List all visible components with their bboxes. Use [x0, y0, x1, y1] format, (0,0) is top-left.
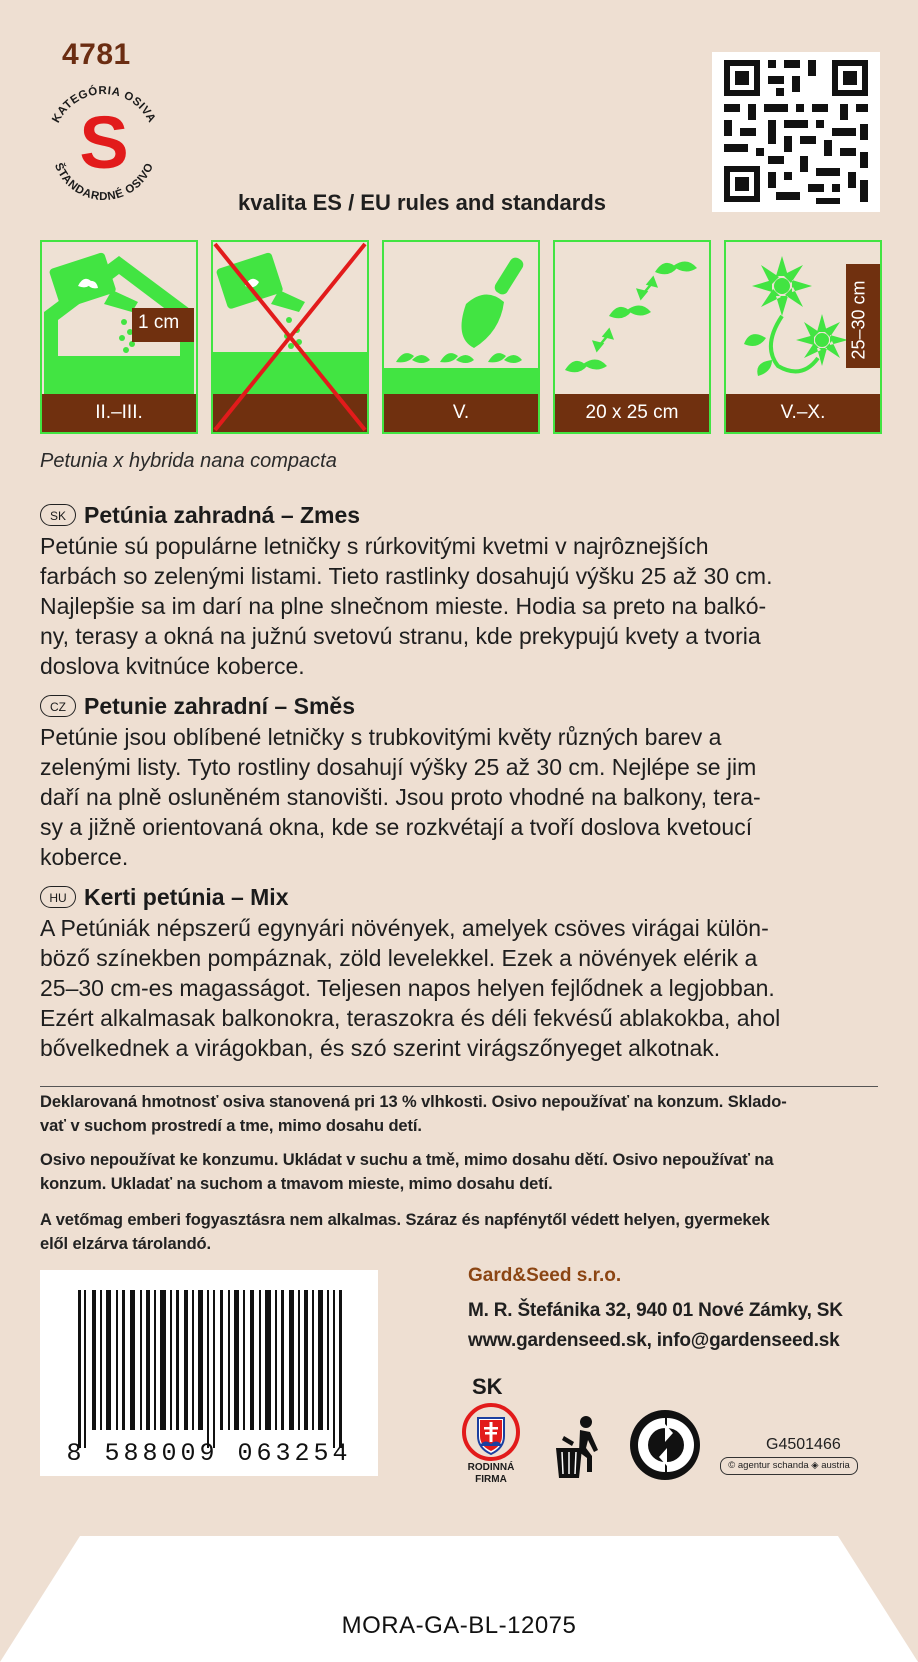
section-title-cz: CZ Petunie zahradní – Směs [40, 693, 355, 720]
language-badge: CZ [40, 695, 76, 717]
company-name: Gard&Seed s.r.o. [468, 1265, 622, 1286]
description-hu: A Petúniák népszerű egynyári növények, amelyek csöves virágai külön- böző színekben pompáznak, zöld levelekkel. Ezek a növények elérik a 25–30 cm-es magasságot. Teljesen napos helyen fejlődnek a legjobban. Ezért alkalmasak balkonokra, teraszokra és déli fekvésű ablakokba, ahol bővelkednek a virágokban, és szó szerint virágszőnyeget alkotnak. [40, 915, 781, 1061]
language-badge: HU [40, 886, 76, 908]
latin-name: Petunia x hybrida nana compacta [40, 450, 337, 472]
storage-note-hu: A vetőmag emberi fogyasztásra nem alkalmas. Száraz és napfénytől védett helyen, gyermekek elől elzárva tárolandó. [40, 1211, 770, 1253]
quality-standard-text: kvalita ES / EU rules and standards [238, 190, 607, 215]
language-badge: SK [40, 504, 76, 526]
plant-spacing-icon [555, 242, 709, 398]
pictogram-label: 20 x 25 cm [555, 394, 709, 432]
svg-text:KATEGÓRIA OSIVA: KATEGÓRIA OSIVA [50, 84, 158, 126]
qr-code[interactable] [712, 52, 880, 212]
bottom-flap [0, 1532, 918, 1662]
country-label: SK [472, 1374, 503, 1399]
barcode-number: 8 588009 063254 [66, 1439, 352, 1468]
agency-credit: © agentur schanda ◈ austria [720, 1457, 858, 1475]
family-firm-logo-icon [462, 1402, 520, 1462]
divider [40, 1086, 878, 1087]
plant-height-label: 25–30 cm [848, 280, 869, 360]
pictogram-label: V. [384, 394, 538, 432]
company-web[interactable]: www.gardenseed.sk, info@gardenseed.sk [468, 1330, 840, 1351]
section-title-hu: HU Kerti petúnia – Mix [40, 884, 288, 911]
svg-text:S: S [79, 101, 129, 184]
pictogram-spacing [553, 240, 711, 434]
registration-number: G4501466 [766, 1436, 841, 1453]
svg-text:ŠTANDARDNÉ OSIVO: ŠTANDARDNÉ OSIVO [51, 161, 157, 204]
sowing-depth-label: 1 cm [138, 312, 180, 333]
storage-note-cz: Osivo nepoužívat ke konzumu. Ukládat v suchu a tmě, mimo dosahu dětí. Osivo nepoužívať na konzum. Ukladať na suchom a tmavom mieste, mimo dosahu detí. [40, 1151, 774, 1193]
description-sk: Petúnie sú populárne letničky s rúrkovitými kvetmi v najrôznejších farbách so zelenými listami. Tieto rastlinky dosahujú výšku 25 až 30 cm. Najlepšie sa im darí na plne slnečnom mieste. Hodia sa preto na balkó- ny, terasy a okná na južnú svetovú stranu, kde prekypujú kvety a tvoria doslova kvitnúce koberce. [40, 533, 773, 679]
product-code: 4781 [62, 38, 131, 71]
pictogram-outdoor-sowing [211, 240, 369, 434]
pictogram-planting [382, 240, 540, 434]
planting-trowel-icon [384, 242, 538, 398]
section-title-sk: SK Petúnia zahradná – Zmes [40, 502, 360, 529]
description-cz: Petúnie jsou oblíbené letničky s trubkovitými květy různých barev a zelenými listy. Tyto rostliny dosahují výšky 25 až 30 cm. Nejlépe se jim daří na plně osluněném stanovišti. Jsou proto vhodné na balkony, tera- sy a jižně orientovaná okna, kde se rozkvétají a tvoří doslova kvetoucí koberce. [40, 724, 761, 870]
pictogram-label: V.–X. [726, 394, 880, 432]
seed-category-seal [38, 78, 170, 210]
company-address: M. R. Štefánika 32, 940 01 Nové Zámky, SK [468, 1300, 843, 1321]
pictogram-indoor-sowing [40, 240, 198, 434]
cross-out-icon [211, 240, 369, 434]
print-code: MORA-GA-BL-12075 [341, 1612, 577, 1639]
storage-note-sk: Deklarovaná hmotnosť osiva stanovená pri 13 % vlhkosti. Osivo nepoužívať na konzum. Sklado- vať v suchom prostredí a tme, mimo dosahu detí. [40, 1093, 787, 1135]
green-dot-icon [628, 1408, 702, 1482]
family-firm-label: RODINNÁ FIRMA [467, 1462, 515, 1485]
barcode [40, 1270, 378, 1476]
tidyman-recycle-icon [550, 1414, 608, 1480]
pictogram-label: II.–III. [42, 394, 196, 432]
pictogram-flowering [724, 240, 882, 434]
